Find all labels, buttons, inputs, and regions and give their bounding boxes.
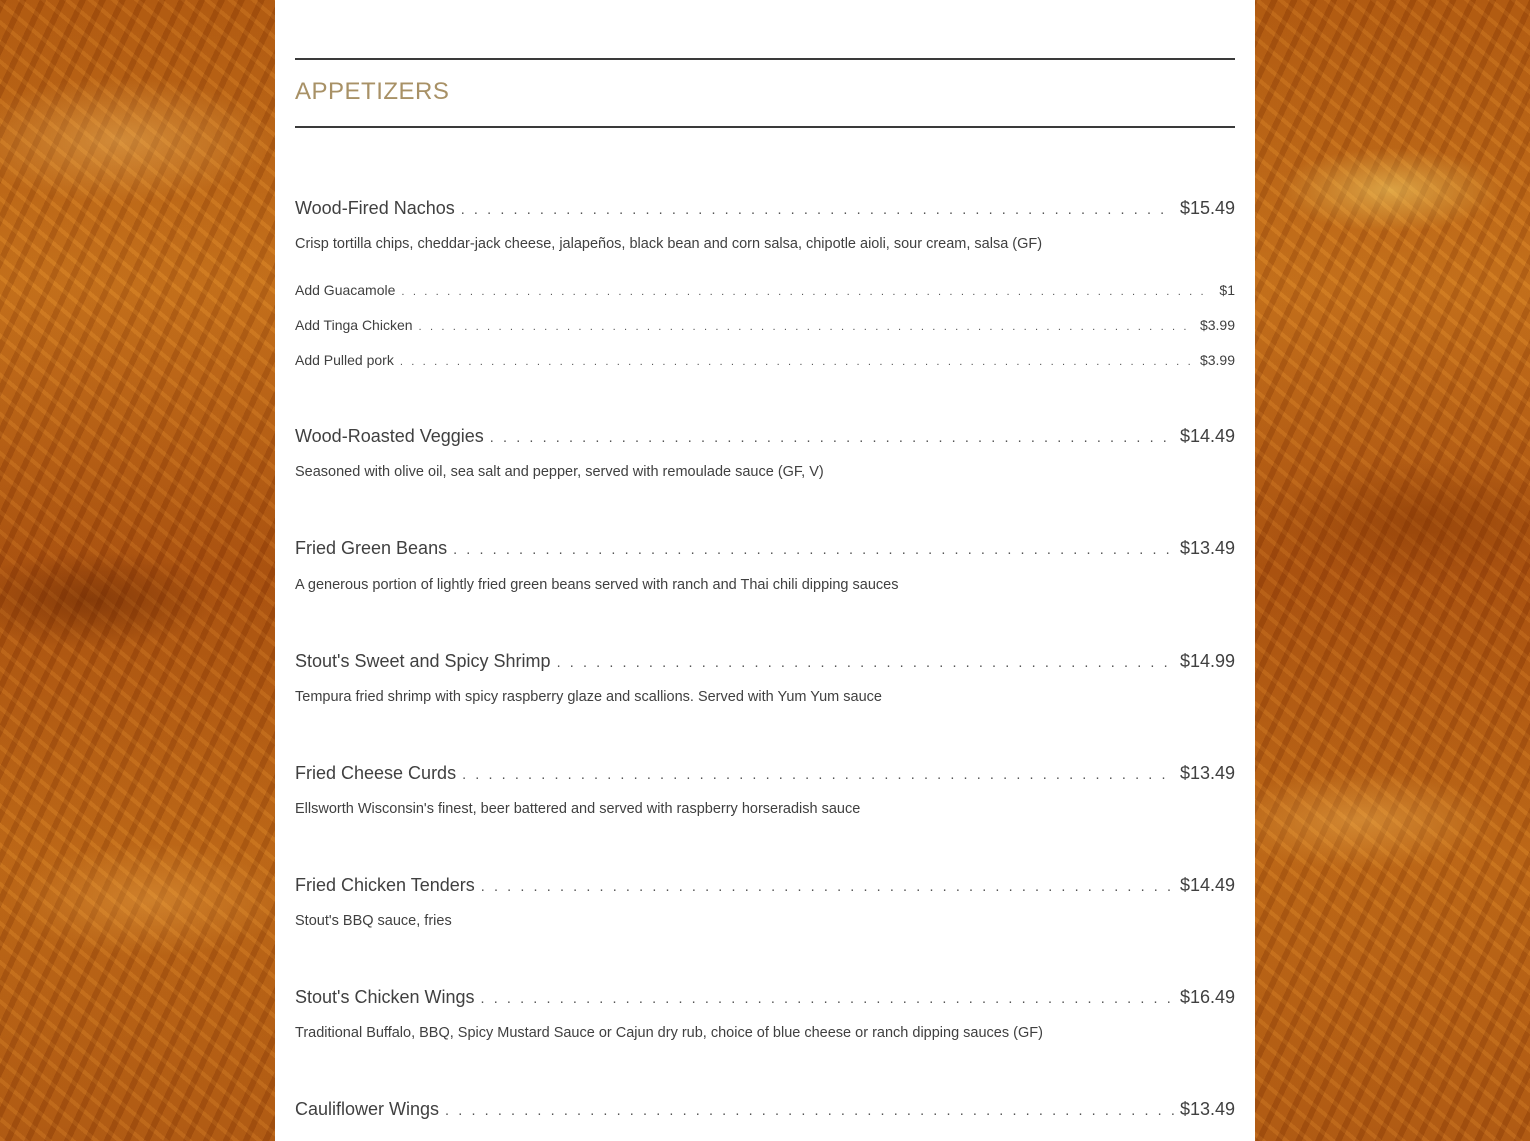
menu-item-description: Stout's BBQ sauce, fries: [295, 913, 452, 929]
addon-name: Add Guacamole: [295, 282, 396, 298]
menu-item-description: Tempura fried shrimp with spicy raspberry glaze and scallions. Served with Yum Yum sauce: [295, 689, 882, 705]
dot-leader: [557, 655, 1174, 671]
dot-leader: [481, 879, 1174, 895]
menu-item-wood-fired-nachos: [295, 198, 1235, 222]
addon-name: Add Pulled pork: [295, 352, 394, 368]
addon-pulled-pork: [295, 352, 1235, 372]
menu-item-description: Ellsworth Wisconsin's finest, beer battered and served with raspberry horseradish sauce: [295, 801, 861, 817]
menu-item-name: Fried Green Beans: [295, 538, 448, 558]
menu-item-name: Fried Cheese Curds: [295, 763, 457, 783]
menu-item-wood-roasted-veggies: [295, 426, 1235, 450]
menu-item-description: Traditional Buffalo, BBQ, Spicy Mustard Sauce or Cajun dry rub, choice of blue cheese or ranch dipping sauces (GF): [295, 1025, 1043, 1041]
addon-price: $3.99: [1199, 352, 1235, 368]
menu-item-name: Stout's Chicken Wings: [295, 987, 475, 1007]
dot-leader: [445, 1103, 1174, 1119]
menu-item-price: $15.49: [1179, 198, 1235, 218]
menu-item-price: $14.99: [1179, 651, 1235, 671]
dot-leader: [453, 542, 1174, 558]
menu-item-price: $13.49: [1179, 1099, 1235, 1119]
menu-item-price: $14.49: [1179, 426, 1235, 446]
menu-item-fried-chicken-tenders: [295, 875, 1235, 899]
addon-tinga-chicken: [295, 317, 1235, 337]
menu-item-price: $13.49: [1179, 538, 1235, 558]
menu-item-description: A generous portion of lightly fried green beans served with ranch and Thai chili dipping sauces: [295, 577, 899, 593]
addon-price: $1: [1219, 282, 1235, 298]
menu-item-name: Stout's Sweet and Spicy Shrimp: [295, 651, 551, 671]
dot-leader: [462, 767, 1174, 783]
menu-item-name: Wood-Fired Nachos: [295, 198, 455, 218]
menu-panel: [275, 0, 1255, 1141]
menu-item-cauliflower-wings: [295, 1099, 1235, 1123]
dot-leader: [419, 321, 1194, 333]
menu-item-price: $14.49: [1179, 875, 1235, 895]
addon-name: Add Tinga Chicken: [295, 317, 413, 333]
dot-leader: [481, 991, 1174, 1007]
menu-item-chicken-wings: [295, 987, 1235, 1011]
section-title: APPETIZERS: [295, 78, 450, 105]
menu-item-fried-green-beans: [295, 538, 1235, 562]
menu-item-description: Seasoned with olive oil, sea salt and pepper, served with remoulade sauce (GF, V): [295, 464, 824, 480]
dot-leader: [490, 430, 1174, 446]
menu-item-description: Crisp tortilla chips, cheddar-jack cheese, jalapeños, black bean and corn salsa, chipotle aioli, sour cream, salsa (GF): [295, 236, 1043, 252]
menu-item-name: Cauliflower Wings: [295, 1099, 440, 1119]
dot-leader: [401, 286, 1213, 298]
menu-item-fried-cheese-curds: [295, 763, 1235, 787]
menu-item-sweet-spicy-shrimp: [295, 651, 1235, 675]
addon-price: $3.99: [1199, 317, 1235, 333]
menu-item-price: $13.49: [1179, 763, 1235, 783]
dot-leader: [400, 356, 1194, 368]
dot-leader: [461, 202, 1174, 218]
section-header: [295, 58, 1235, 128]
addon-guacamole: [295, 282, 1235, 302]
menu-item-price: $16.49: [1179, 987, 1235, 1007]
menu-item-name: Fried Chicken Tenders: [295, 875, 475, 895]
menu-item-name: Wood-Roasted Veggies: [295, 426, 484, 446]
